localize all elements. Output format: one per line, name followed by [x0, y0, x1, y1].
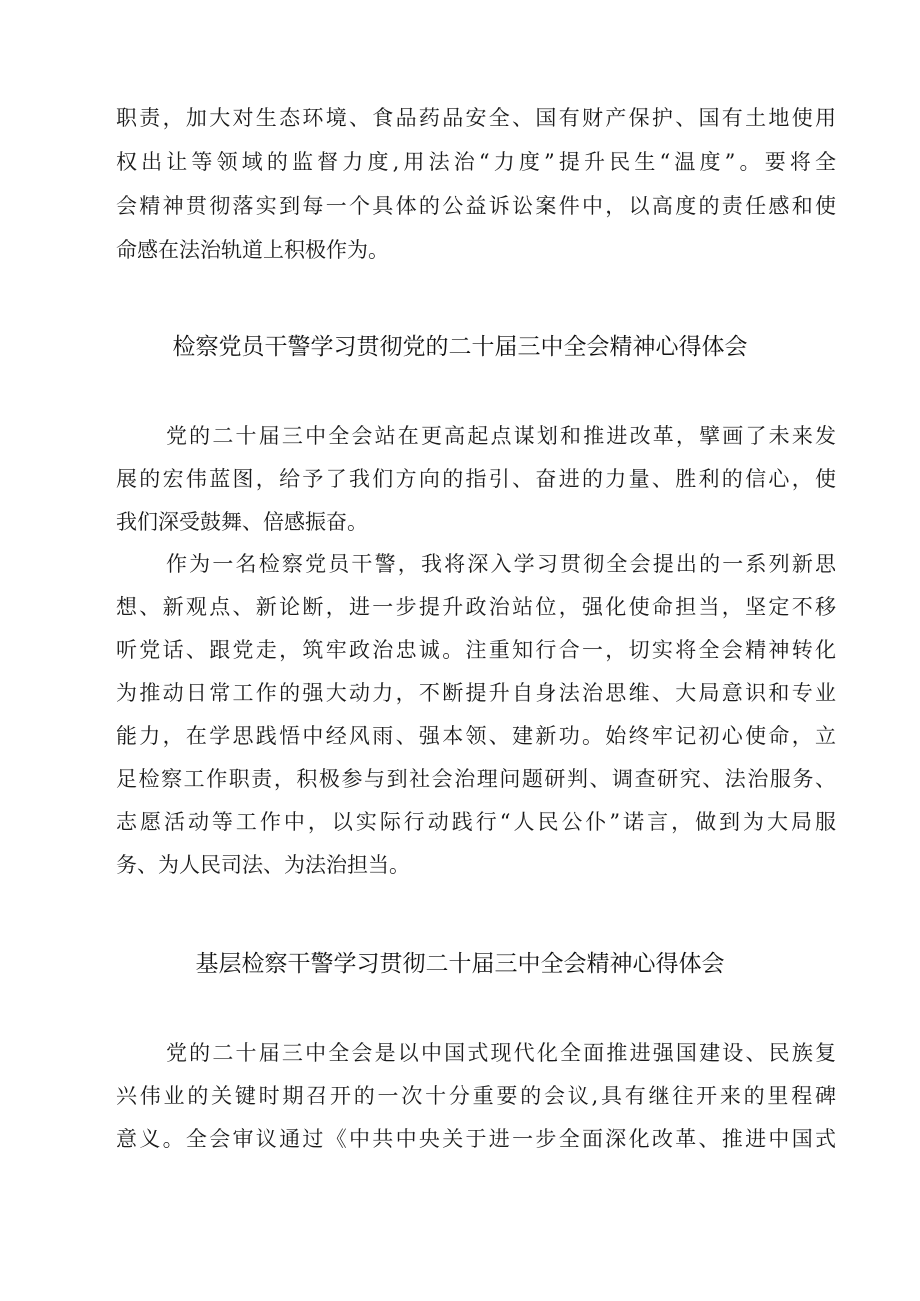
- body-text-line: 职责，加大对生态环境、食品药品安全、国有财产保护、国有土地使用: [116, 106, 836, 130]
- body-text-line: 作为一名检察党员干警，我将深入学习贯彻全会提出的一系列新思: [166, 552, 836, 576]
- body-text-line: 党的二十届三中全会站在更高起点谋划和推进改革，擘画了未来发: [166, 424, 836, 448]
- section-heading: 检察党员干警学习贯彻党的二十届三中全会精神心得体会: [172, 334, 748, 360]
- body-text-line: 足检察工作职责，积极参与到社会治理问题研判、调查研究、法治服务、: [116, 767, 836, 791]
- body-text-line: 会精神贯彻落实到每一个具体的公益诉讼案件中，以高度的责任感和使: [116, 194, 836, 218]
- body-text-line: 务、为人民司法、为法治担当。: [116, 853, 410, 877]
- body-text-line: 意义。全会审议通过《中共中央关于进一步全面深化改革、推进中国式: [116, 1127, 836, 1151]
- body-text-line: 展的宏伟蓝图，给予了我们方向的指引、奋进的力量、胜利的信心，使: [116, 467, 836, 491]
- body-text-line: 能力，在学思践悟中经风雨、强本领、建新功。始终牢记初心使命，立: [116, 724, 836, 748]
- body-text-line: 志愿活动等工作中，以实际行动践行“人民公仆”诺言，做到为大局服: [116, 810, 836, 834]
- body-text-line: 听党话、跟党走，筑牢政治忠诚。注重知行合一，切实将全会精神转化: [116, 638, 836, 662]
- body-text-line: 想、新观点、新论断，进一步提升政治站位，强化使命担当，坚定不移: [116, 595, 836, 619]
- body-text-line: 我们深受鼓舞、倍感振奋。: [116, 510, 368, 534]
- body-text-line: 兴伟业的关键时期召开的一次十分重要的会议,具有继往开来的里程碑: [116, 1084, 836, 1108]
- section-heading: 基层检察干警学习贯彻二十届三中全会精神心得体会: [195, 951, 725, 977]
- body-text-line: 党的二十届三中全会是以中国式现代化全面推进强国建设、民族复: [166, 1041, 836, 1065]
- body-text-line: 权出让等领域的监督力度,用法治“力度”提升民生“温度”。要将全: [116, 150, 836, 174]
- body-text-line: 为推动日常工作的强大动力，不断提升自身法治思维、大局意识和专业: [116, 681, 836, 705]
- body-text-line: 命感在法治轨道上积极作为。: [116, 238, 389, 262]
